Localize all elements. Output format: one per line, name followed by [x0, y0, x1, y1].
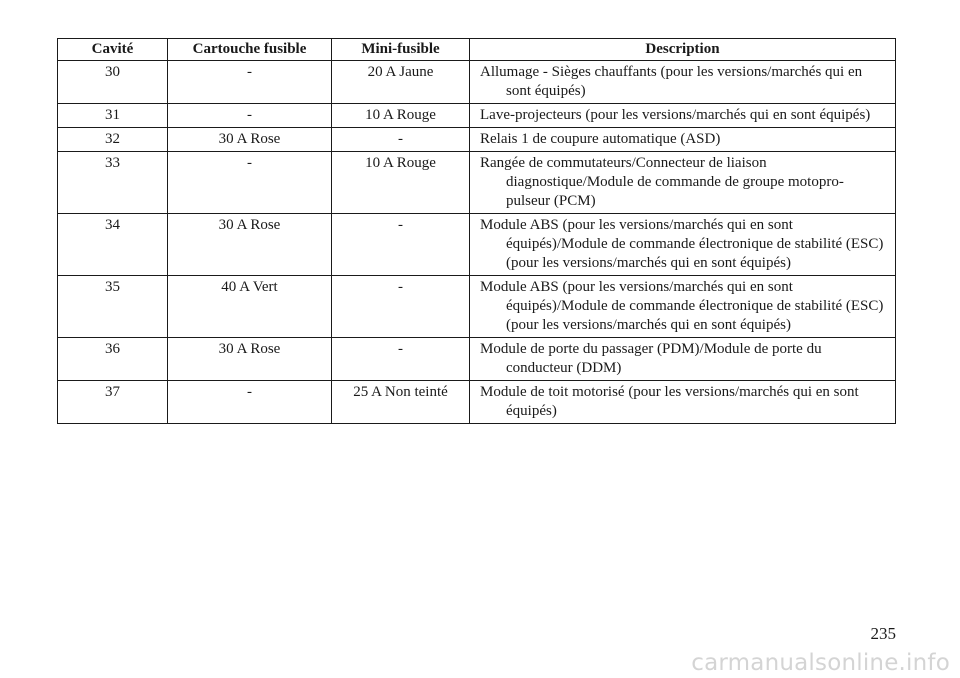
table-row [58, 338, 896, 381]
table-row [58, 128, 896, 152]
cell-mini: 10 A Rouge [332, 104, 470, 128]
watermark: carmanualsonline.info [691, 650, 950, 676]
cell-mini: 20 A Jaune [332, 61, 470, 104]
cell-cartridge: 30 A Rose [168, 214, 332, 276]
cell-cartridge: 30 A Rose [168, 338, 332, 381]
cell-description [470, 104, 896, 128]
cell-description [470, 214, 896, 276]
description-text: Module ABS (pour les versions/marchés qui en sont équipés)/Module de commande électronique de stabilité (ESC) (pour les versions/marchés qui en sont équipés) [480, 279, 884, 333]
cell-cartridge: - [168, 104, 332, 128]
fuse-table [57, 38, 896, 424]
description-text: Rangée de commutateurs/Connecteur de liaison diagnostique/Module de commande de groupe motopro-pulseur (PCM) [480, 155, 844, 209]
table-row [58, 214, 896, 276]
cell-mini: 10 A Rouge [332, 152, 470, 214]
cell-cartridge: 40 A Vert [168, 276, 332, 338]
cell-cavity: 32 [58, 128, 168, 152]
cell-cartridge: - [168, 381, 332, 424]
cell-mini: - [332, 214, 470, 276]
cell-description [470, 381, 896, 424]
cell-cavity: 36 [58, 338, 168, 381]
cell-description [470, 276, 896, 338]
cell-mini: - [332, 338, 470, 381]
cell-cartridge: 30 A Rose [168, 128, 332, 152]
cell-cartridge: - [168, 152, 332, 214]
cell-cavity: 33 [58, 152, 168, 214]
description-text: Module ABS (pour les versions/marchés qui en sont équipés)/Module de commande électronique de stabilité (ESC) (pour les versions/marchés qui en sont équipés) [480, 217, 884, 271]
cell-mini: 25 A Non teinté [332, 381, 470, 424]
cell-description [470, 128, 896, 152]
cell-cavity: 37 [58, 381, 168, 424]
cell-cartridge: - [168, 61, 332, 104]
cell-mini: - [332, 128, 470, 152]
header-mini: Mini-fusible [332, 39, 470, 61]
description-text: Allumage - Sièges chauffants (pour les versions/marchés qui en sont équipés) [480, 64, 863, 99]
cell-mini: - [332, 276, 470, 338]
table-row [58, 276, 896, 338]
table-row [58, 381, 896, 424]
page-number: 235 [870, 624, 896, 643]
cell-cavity: 31 [58, 104, 168, 128]
header-cartridge: Cartouche fusible [168, 39, 332, 61]
table-row [58, 104, 896, 128]
cell-description [470, 152, 896, 214]
cell-description [470, 338, 896, 381]
header-description: Description [470, 39, 896, 61]
cell-cavity: 34 [58, 214, 168, 276]
table-row [58, 61, 896, 104]
cell-cavity: 30 [58, 61, 168, 104]
description-text: Module de toit motorisé (pour les versions/marchés qui en sont équipés) [480, 384, 859, 419]
header-cavity: Cavité [58, 39, 168, 61]
cell-cavity: 35 [58, 276, 168, 338]
description-text: Relais 1 de coupure automatique (ASD) [480, 131, 721, 147]
table-body [58, 61, 896, 424]
table-header-row [58, 39, 896, 61]
description-text: Module de porte du passager (PDM)/Module de porte du conducteur (DDM) [480, 341, 822, 376]
table-row [58, 152, 896, 214]
description-text: Lave-projecteurs (pour les versions/marchés qui en sont équipés) [480, 107, 871, 123]
cell-description [470, 61, 896, 104]
